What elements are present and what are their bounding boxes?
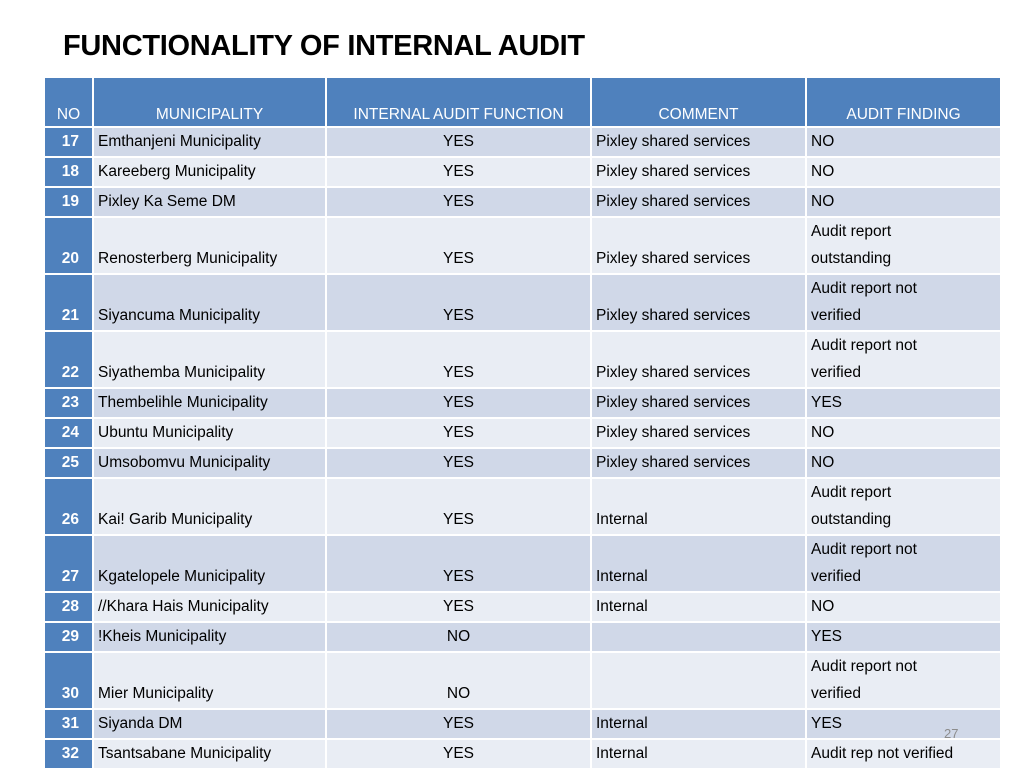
audit-finding-line: YES [811, 394, 843, 411]
row-number: 17 [44, 127, 93, 157]
row-number: 25 [44, 448, 93, 478]
comment-cell: Internal [591, 535, 806, 592]
audit-finding-cell [806, 274, 1001, 331]
comment-cell: Pixley shared services [591, 157, 806, 187]
comment-cell: Internal [591, 739, 806, 769]
comment-cell: Pixley shared services [591, 331, 806, 388]
audit-finding-cell [806, 331, 1001, 388]
internal-audit-function-cell: YES [326, 127, 591, 157]
row-number: 19 [44, 187, 93, 217]
table-row [44, 592, 1001, 622]
table-row [44, 535, 1001, 592]
table-row [44, 622, 1001, 652]
audit-finding-cell [806, 157, 1001, 187]
slide-title: FUNCTIONALITY OF INTERNAL AUDIT [63, 30, 585, 62]
audit-finding-cell [806, 217, 1001, 274]
audit-finding-line: NO [811, 454, 835, 471]
comment-cell [591, 652, 806, 709]
internal-audit-function-cell: YES [326, 535, 591, 592]
col-header-comment: COMMENT [591, 77, 806, 127]
audit-table [43, 76, 1002, 770]
table-row [44, 331, 1001, 388]
municipality-cell: Kgatelopele Municipality [93, 535, 326, 592]
audit-finding-line: outstanding [811, 250, 892, 267]
audit-finding-cell [806, 622, 1001, 652]
row-number: 31 [44, 709, 93, 739]
comment-cell: Pixley shared services [591, 448, 806, 478]
audit-finding-cell [806, 187, 1001, 217]
audit-finding-cell [806, 418, 1001, 448]
row-number: 22 [44, 331, 93, 388]
audit-finding-cell [806, 592, 1001, 622]
municipality-cell: //Khara Hais Municipality [93, 592, 326, 622]
row-number: 26 [44, 478, 93, 535]
comment-cell: Internal [591, 478, 806, 535]
municipality-cell: Thembelihle Municipality [93, 388, 326, 418]
comment-cell [591, 622, 806, 652]
table-row [44, 709, 1001, 739]
comment-cell: Pixley shared services [591, 274, 806, 331]
internal-audit-function-cell: YES [326, 709, 591, 739]
municipality-cell: Kareeberg Municipality [93, 157, 326, 187]
municipality-cell: Emthanjeni Municipality [93, 127, 326, 157]
audit-finding-line: outstanding [811, 511, 892, 528]
row-number: 20 [44, 217, 93, 274]
audit-finding-cell [806, 709, 1001, 739]
audit-finding-line: NO [811, 163, 835, 180]
audit-finding-line: Audit report not [811, 541, 917, 558]
table-row [44, 652, 1001, 709]
col-header-internal-audit-function: INTERNAL AUDIT FUNCTION [326, 77, 591, 127]
col-header-municipality: MUNICIPALITY [93, 77, 326, 127]
municipality-cell: Mier Municipality [93, 652, 326, 709]
municipality-cell: Siyanda DM [93, 709, 326, 739]
audit-finding-line: Audit rep not verified [811, 745, 954, 762]
municipality-cell: Pixley Ka Seme DM [93, 187, 326, 217]
table-row [44, 388, 1001, 418]
col-header-no: NO [44, 77, 93, 127]
internal-audit-function-cell: YES [326, 187, 591, 217]
audit-finding-line: Audit report [811, 484, 892, 501]
audit-finding-cell [806, 478, 1001, 535]
internal-audit-function-cell: NO [326, 622, 591, 652]
table-row [44, 187, 1001, 217]
table-row [44, 418, 1001, 448]
audit-finding-line: verified [811, 568, 861, 585]
internal-audit-function-cell: NO [326, 652, 591, 709]
municipality-cell: Siyancuma Municipality [93, 274, 326, 331]
comment-cell: Pixley shared services [591, 217, 806, 274]
internal-audit-function-cell: YES [326, 448, 591, 478]
internal-audit-function-cell: YES [326, 388, 591, 418]
comment-cell: Internal [591, 592, 806, 622]
table-body [44, 127, 1001, 769]
municipality-cell: Tsantsabane Municipality [93, 739, 326, 769]
comment-cell: Pixley shared services [591, 127, 806, 157]
row-number: 24 [44, 418, 93, 448]
table-row [44, 274, 1001, 331]
row-number: 28 [44, 592, 93, 622]
municipality-cell: !Kheis Municipality [93, 622, 326, 652]
audit-finding-cell [806, 535, 1001, 592]
row-number: 23 [44, 388, 93, 418]
row-number: 27 [44, 535, 93, 592]
table-row [44, 157, 1001, 187]
audit-finding-line: Audit report [811, 223, 892, 240]
audit-finding-cell [806, 448, 1001, 478]
municipality-cell: Renosterberg Municipality [93, 217, 326, 274]
internal-audit-function-cell: YES [326, 418, 591, 448]
internal-audit-function-cell: YES [326, 157, 591, 187]
row-number: 18 [44, 157, 93, 187]
audit-finding-line: NO [811, 424, 835, 441]
header-row [44, 77, 1001, 127]
audit-finding-line: verified [811, 307, 861, 324]
table-row [44, 448, 1001, 478]
comment-cell: Pixley shared services [591, 418, 806, 448]
audit-finding-line: verified [811, 685, 861, 702]
table-row [44, 217, 1001, 274]
audit-finding-line: Audit report not [811, 280, 917, 297]
internal-audit-function-cell: YES [326, 274, 591, 331]
internal-audit-function-cell: YES [326, 331, 591, 388]
internal-audit-function-cell: YES [326, 217, 591, 274]
audit-finding-line: YES [811, 715, 843, 732]
comment-cell: Pixley shared services [591, 187, 806, 217]
internal-audit-function-cell: YES [326, 739, 591, 769]
audit-finding-line: Audit report not [811, 337, 917, 354]
municipality-cell: Kai! Garib Municipality [93, 478, 326, 535]
internal-audit-function-cell: YES [326, 478, 591, 535]
audit-finding-line: YES [811, 628, 843, 645]
audit-finding-line: NO [811, 133, 835, 150]
row-number: 29 [44, 622, 93, 652]
col-header-audit-finding: AUDIT FINDING [806, 77, 1001, 127]
municipality-cell: Ubuntu Municipality [93, 418, 326, 448]
row-number: 30 [44, 652, 93, 709]
internal-audit-function-cell: YES [326, 592, 591, 622]
row-number: 21 [44, 274, 93, 331]
audit-finding-line: NO [811, 193, 835, 210]
comment-cell: Pixley shared services [591, 388, 806, 418]
audit-finding-line: NO [811, 598, 835, 615]
table-row [44, 478, 1001, 535]
table-row [44, 739, 1001, 769]
municipality-cell: Siyathemba Municipality [93, 331, 326, 388]
municipality-cell: Umsobomvu Municipality [93, 448, 326, 478]
comment-cell: Internal [591, 709, 806, 739]
audit-finding-line: Audit report not [811, 658, 917, 675]
audit-finding-cell [806, 652, 1001, 709]
table-row [44, 127, 1001, 157]
audit-finding-cell [806, 739, 1001, 769]
audit-finding-cell [806, 388, 1001, 418]
row-number: 32 [44, 739, 93, 769]
audit-finding-cell [806, 127, 1001, 157]
audit-finding-line: verified [811, 364, 861, 381]
page-number: 27 [944, 726, 959, 741]
